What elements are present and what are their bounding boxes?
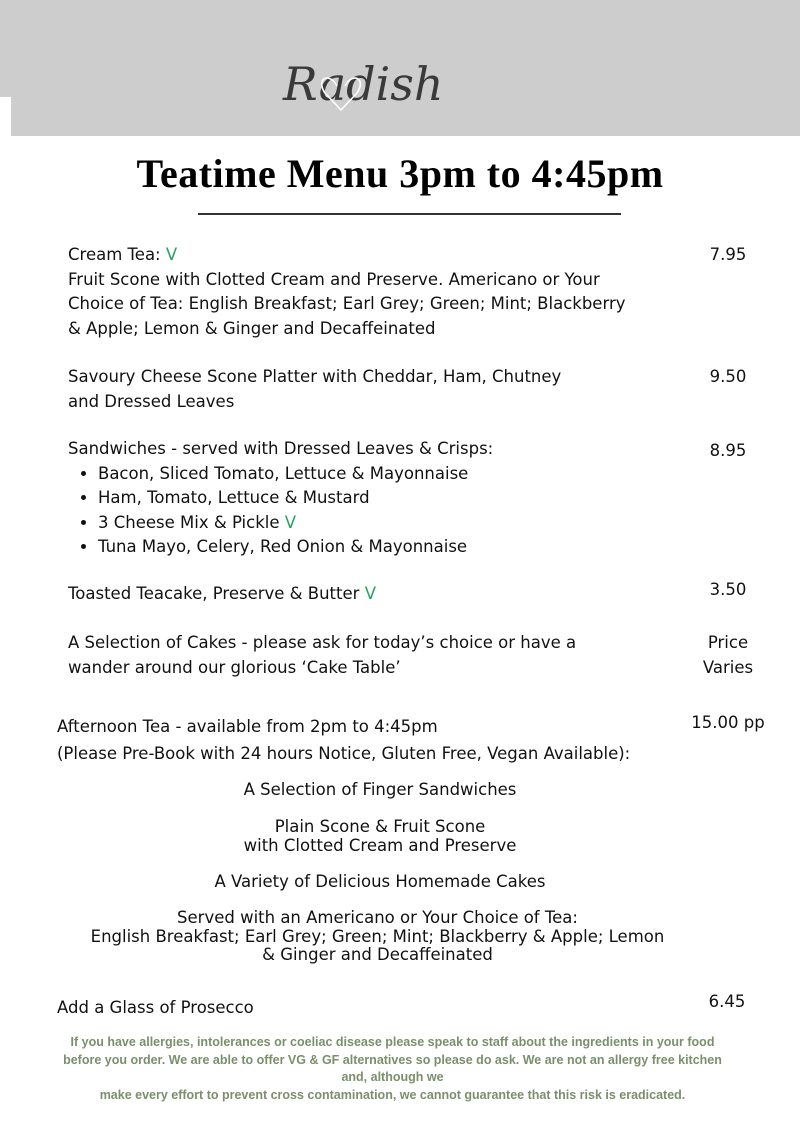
- vegetarian-mark: V: [284, 512, 297, 532]
- afternoon-tea-note: (Please Pre-Book with 24 hours Notice, Gluten Free, Vegan Available):: [57, 744, 631, 763]
- sandwich-option: • Tuna Mayo, Celery, Red Onion & Mayonnaise: [98, 535, 688, 560]
- savoury-price: 9.50: [709, 367, 747, 386]
- menu-item-teacake: [68, 582, 688, 607]
- menu-item-savoury-scone: [68, 365, 688, 414]
- afternoon-course-drinks: Served with an Americano or Your Choice of Tea: English Breakfast; Earl Grey; Green; Mint; Blackberry & Apple; Lemon & Ginger and Decaffeinated: [90, 908, 665, 964]
- menu-item-cream-tea: [68, 243, 698, 341]
- title-divider: [198, 213, 621, 215]
- teacake-price: 3.50: [709, 580, 747, 599]
- cream-tea-desc-1: Fruit Scone with Clotted Cream and Preserve. Americano or Your: [68, 269, 600, 289]
- afternoon-course-sandwiches: A Selection of Finger Sandwiches: [243, 780, 517, 799]
- cakes-line-2: wander around our glorious ‘Cake Table’: [68, 657, 401, 677]
- cream-tea-name: Cream Tea:: [68, 245, 166, 264]
- sandwich-option: • Bacon, Sliced Tomato, Lettuce & Mayonnaise: [98, 462, 688, 487]
- cream-tea-desc-3: & Apple; Lemon & Ginger and Decaffeinated: [68, 318, 436, 338]
- afternoon-course-cakes: A Variety of Delicious Homemade Cakes: [214, 872, 546, 891]
- sandwich-option: • Ham, Tomato, Lettuce & Mustard: [98, 486, 688, 511]
- logo-text: Radish: [283, 57, 444, 111]
- sandwich-options-list: [68, 462, 688, 560]
- menu-item-sandwiches: [68, 437, 688, 560]
- header-band-edge: [0, 0, 11, 97]
- vegetarian-mark: V: [165, 245, 178, 264]
- prosecco-price: 6.45: [708, 992, 746, 1011]
- afternoon-course-scones: Plain Scone & Fruit Scone with Clotted Cream and Preserve: [243, 817, 517, 855]
- afternoon-tea-price: 15.00 pp: [691, 713, 765, 732]
- prosecco-item: Add a Glass of Prosecco: [57, 998, 254, 1017]
- savoury-line-1: Savoury Cheese Scone Platter with Cheddar, Ham, Chutney: [68, 367, 562, 386]
- sandwiches-heading: Sandwiches - served with Dressed Leaves & Crisps:: [68, 439, 494, 458]
- cakes-price: Price Varies: [702, 633, 754, 677]
- cream-tea-desc-2: Choice of Tea: English Breakfast; Earl Grey; Green; Mint; Blackberry: [68, 294, 626, 313]
- allergy-notice: If you have allergies, intolerances or coeliac disease please speak to staff about the ingredients in your food before you order. We are able to offer VG & GF alternatives so please do ask. We are not an allergy free kitchen and, although we make every effort to prevent cross contamination, we cannot guarantee that this risk is eradicated.: [63, 1035, 722, 1102]
- afternoon-tea-title: Afternoon Tea - available from 2pm to 4:45pm: [57, 717, 438, 736]
- sandwiches-price: 8.95: [709, 441, 747, 460]
- teacake-name: Toasted Teacake, Preserve & Butter: [68, 584, 365, 603]
- vegetarian-mark: V: [364, 584, 376, 603]
- page-title: Teatime Menu 3pm to 4:45pm: [136, 151, 664, 196]
- cakes-line-1: A Selection of Cakes - please ask for today’s choice or have a: [68, 633, 577, 652]
- cream-tea-price: 7.95: [709, 245, 747, 264]
- radish-logo: [275, 38, 475, 128]
- sandwich-option: • 3 Cheese Mix & Pickle V: [98, 511, 688, 536]
- menu-item-cakes: [68, 631, 688, 680]
- savoury-line-2: and Dressed Leaves: [68, 391, 235, 411]
